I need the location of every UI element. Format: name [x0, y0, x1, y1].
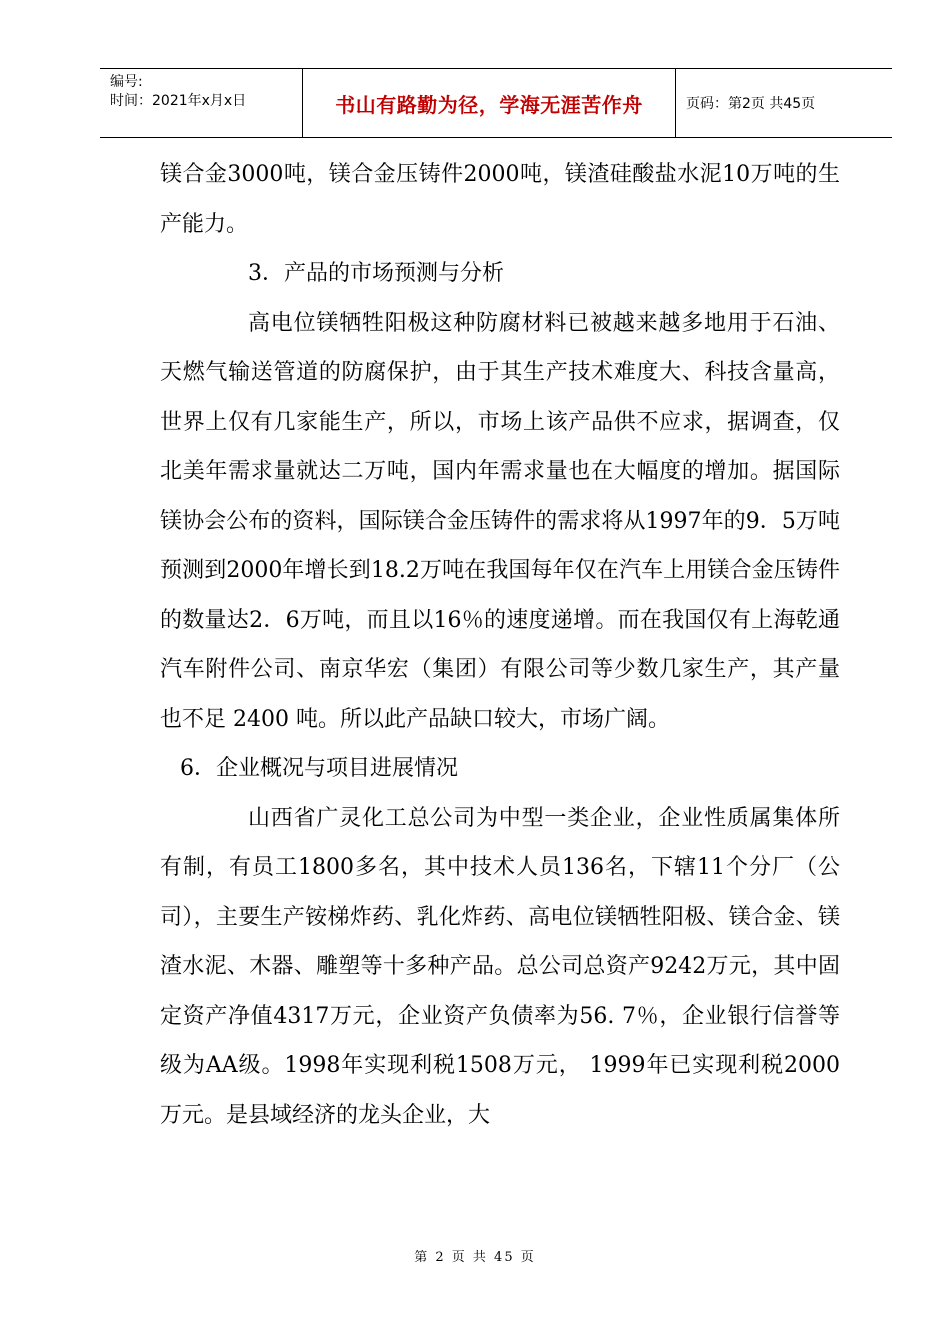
document-number-label: 编号:: [110, 74, 143, 90]
section-heading-company: 6．企业概况与项目进展情况: [180, 756, 458, 781]
paragraph-capacity: 镁合金3000吨，镁合金压铸件2000吨，镁渣硅酸盐水泥10万吨的生产能力。: [160, 162, 840, 237]
header-motto: 书山有路勤为径，学海无涯苦作舟: [303, 69, 676, 137]
section-heading-market: 3．产品的市场预测与分析: [248, 261, 504, 286]
page-header: [100, 68, 892, 138]
header-page-info: 页码：第2页 共45页: [686, 96, 816, 112]
paragraph-company-overview: 山西省广灵化工总公司为中型一类企业，企业性质属集体所有制，有员工1800多名，其中技术人员136名，下辖11个分厂（公司），主要生产铵梯炸药、乳化炸药、高电位镁牺牲阳极、镁合金、镁渣水泥、木器、雕塑等十多种产品。总公司总资产9242万元，其中固定资产净值4317万元，企业资产负债率为56. 7％，企业银行信誉等级为AA级。1998年实现利税1508万元， 1999年已实现利税2000万元。是县域经济的龙头企业，大: [160, 805, 840, 1128]
paragraph-market-analysis: 高电位镁牺牲阳极这种防腐材料已被越来越多地用于石油、天燃气输送管道的防腐保护，由于其生产技术难度大、科技含量高，世界上仅有几家能生产，所以，市场上该产品供不应求，据调查，仅北美年需求量就达二万吨，国内年需求量也在大幅度的增加。据国际镁协会公布的资料，国际镁合金压铸件的需求将从1997年的9．5万吨预测到2000年增长到18.2万吨在我国每年仅在汽车上用镁合金压铸件的数量达2．6万吨，而且以16％的速度递增。而在我国仅有上海乾通汽车附件公司、南京华宏（集团）有限公司等少数几家生产，其产量也不足 2400 吨。所以此产品缺口较大，市场广阔。: [160, 310, 840, 732]
page-footer: 第 2 页 共 45 页: [414, 1250, 536, 1265]
header-meta: [100, 69, 303, 137]
document-time-label: 时间：2021年x月x日: [110, 93, 247, 109]
document-body: [160, 150, 840, 1140]
